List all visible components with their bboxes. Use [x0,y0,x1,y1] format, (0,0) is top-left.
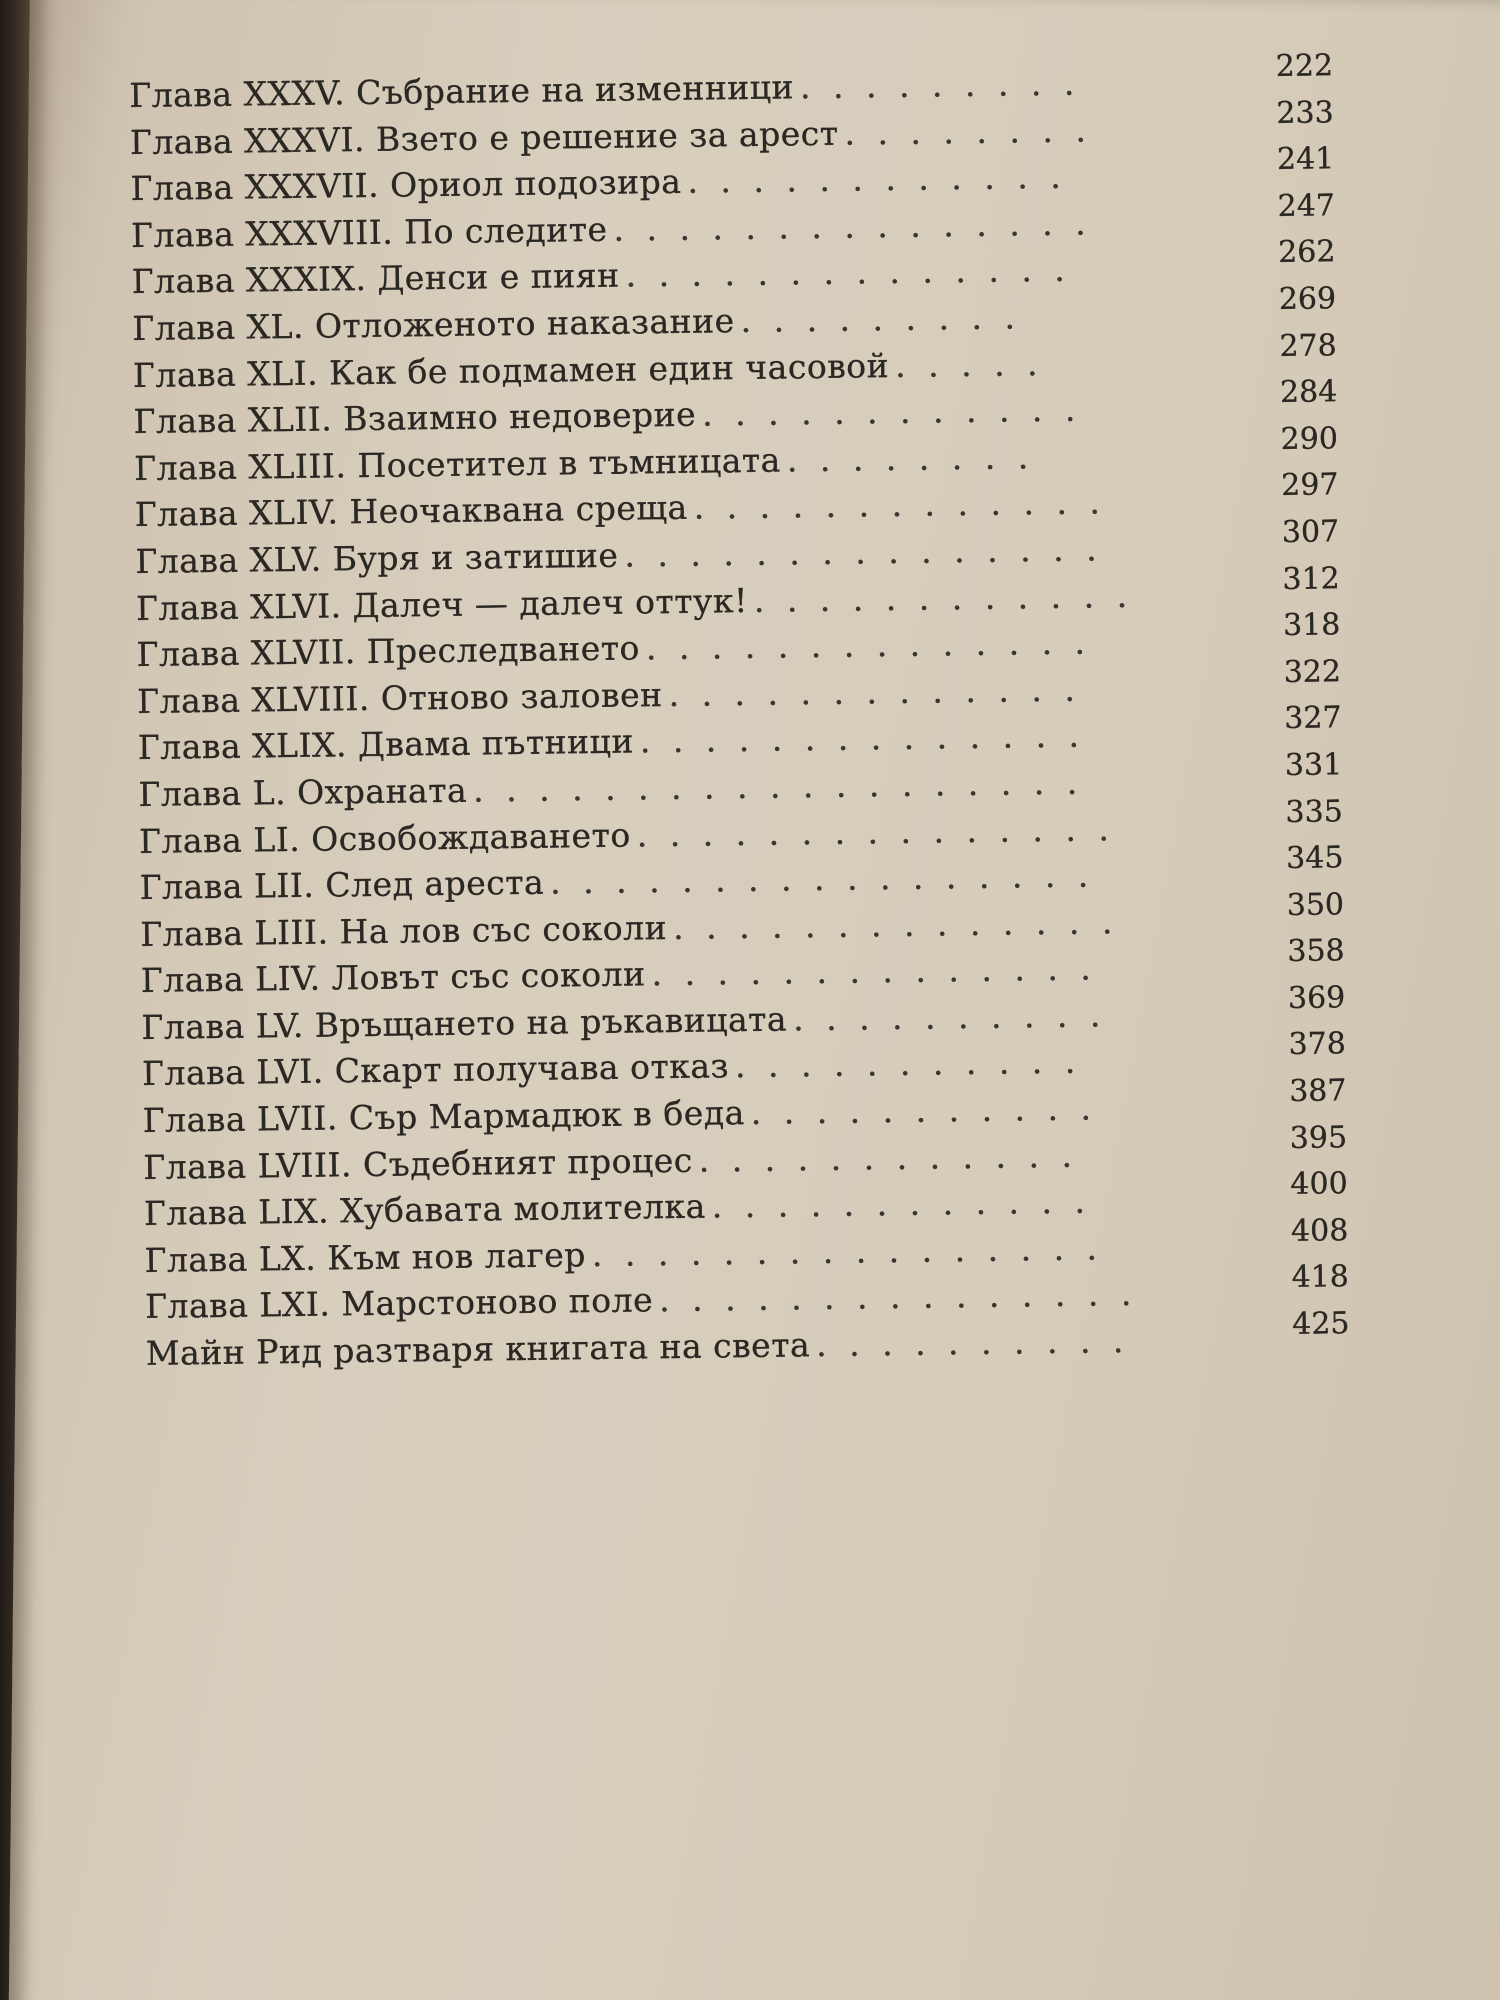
toc-entry-page: 378 [1288,1026,1347,1063]
toc-entry-leader: . . . . . . . . . . . . . [693,482,1107,528]
toc-entry-title: Глава XLV. Буря и затишие [135,535,619,581]
toc-entry-page: 241 [1276,141,1335,178]
toc-entry-leader: . . . . . . . . . . . . . . . [624,529,1103,575]
toc-entry-leader: . . . . . . . . . . . . . . . [613,203,1092,249]
toc-entry-leader: . . . . . . . . . . . . [711,1181,1092,1226]
toc-entry-leader: . . . . . . . . . . . . . . [625,250,1072,295]
toc-entry-title: Глава XLIV. Неочаквана среща [134,488,688,535]
toc-entry-leader: . . . . . . . . [844,110,1093,153]
toc-entry-page: 331 [1284,747,1343,783]
toc-entry-leader: . . . . . . . . . . . . [701,389,1082,434]
toc-entry-title: Глава LIV. Ловът със соколи [140,954,646,1001]
toc-entry-page: 335 [1285,793,1344,830]
toc-entry-leader: . . . . . . . . . . . . . . . . . . . [472,762,1084,810]
toc-entry-leader: . . . . . . . . . . . . . . [645,622,1092,668]
toc-entry-page: 327 [1284,700,1342,737]
toc-entry-page: 418 [1291,1259,1350,1296]
toc-entry-title: Глава LVIII. Съдебният процес [143,1140,693,1187]
toc-entry-page: 312 [1282,560,1340,597]
toc-entry-page: 425 [1292,1306,1350,1342]
toc-entry-leader: . . . . . . . . . . . . [753,575,1134,620]
toc-entry-leader: . . . . . . . . . . . [734,1042,1082,1086]
toc-entry-page: 222 [1275,48,1334,85]
toc-entry-page: 269 [1278,281,1337,317]
toc-entry-page: 262 [1277,234,1336,271]
toc-entry-title: Глава LI. Освобождаването [138,815,631,861]
toc-entry-page: 284 [1279,374,1338,411]
toc-entry-title: Глава XXXV. Събрание на изменници [129,67,795,116]
toc-entry-title: Глава LII. След ареста [139,862,545,908]
toc-entry-title: Глава XXXVI. Взето е решение за арест [129,113,839,162]
toc-entry-title: Глава XLII. Взаимно недоверие [133,394,697,442]
toc-entry-page: 278 [1279,327,1337,364]
toc-entry-title: Глава LVII. Сър Мармадюк в беда [142,1093,745,1141]
toc-entry-leader: . . . . . . . . . . . . . . . [658,1274,1138,1320]
toc-entry-page: 350 [1286,886,1345,923]
toc-entry-title: Глава LIX. Хубавата молителка [143,1186,706,1234]
toc-entry-title: Глава LX. Към нов лагер [144,1235,587,1280]
toc-entry-leader: . . . . . . . . . [740,297,1022,341]
toc-entry-title: Глава L. Охраната [138,770,468,814]
toc-entry-leader: . . . . . . . . . . . . . . . [636,808,1116,854]
toc-entry-leader: . . . . . . . . . . . . [687,156,1067,201]
toc-entry-leader: . . . . . . . . . [799,63,1081,107]
toc-entry-title: Глава LVI. Скарт получава отказ [141,1046,730,1094]
toc-entry-page: 307 [1281,514,1340,550]
toc-entry-leader: . . . . . . . . . . . . . . [651,948,1098,994]
toc-entry-title: Глава XXXIX. Денси е пиян [131,256,620,302]
table-of-contents [129,48,1356,1377]
toc-entry-page: 297 [1281,467,1339,504]
toc-entry-page: 345 [1285,840,1344,877]
toc-entry-leader: . . . . . . . . . . [792,995,1107,1039]
toc-entry-page: 395 [1289,1119,1348,1156]
toc-entry-page: 369 [1287,980,1346,1016]
toc-entry-title: Майн Рид разтваря книгата на света [145,1325,811,1373]
toc-entry-page: 358 [1287,933,1345,970]
toc-entry-leader: . . . . . . . . . . . . . [668,669,1082,714]
toc-entry-title: Глава LIII. На лов със соколи [140,907,668,954]
toc-entry-title: Глава XXXVII. Ориол подозира [130,162,682,209]
toc-entry-title: Глава XLVI. Далеч — далеч оттук! [135,580,749,628]
toc-entry-page: 233 [1276,94,1334,131]
toc-entry-page: 400 [1290,1166,1348,1203]
toc-entry-title: Глава XLIII. Посетител в тъмницата [133,440,782,488]
toc-entry-title: Глава XLVIII. Отново заловен [136,674,663,721]
toc-entry-page: 387 [1288,1073,1347,1110]
toc-entry-leader: . . . . . . . . . . . . . . . . . [549,855,1095,902]
toc-entry-title: Глава XLVII. Преследването [136,628,641,675]
toc-entry-title: Глава XXXVIII. По следите [130,209,608,255]
toc-entry-page: 247 [1277,188,1336,224]
toc-entry-page: 322 [1283,653,1342,690]
toc-entry-leader: . . . . . . . . . . . . . . [639,715,1086,761]
toc-entry-title: Глава LXI. Марстоново поле [144,1280,654,1327]
toc-entry-leader: . . . . . . . . . . . . . . . . [591,1228,1104,1274]
toc-entry-title: Глава XLIX. Двама пътници [137,721,635,768]
toc-entry-title: Глава XL. Отложеното наказание [132,301,735,348]
toc-entry-leader: . . . . . . . . [786,436,1035,480]
toc-entry-leader: . . . . . [894,343,1044,385]
toc-entry-page: 318 [1282,607,1341,644]
book-page [8,0,1500,2000]
toc-entry-leader: . . . . . . . . . . [815,1321,1130,1365]
toc-entry-leader: . . . . . . . . . . . . [698,1135,1079,1180]
toc-entry-title: Глава XLI. Как бе подмамен един часовой [132,345,890,395]
toc-entry-page: 290 [1280,421,1339,457]
toc-entry-leader: . . . . . . . . . . . . . . [672,901,1119,947]
toc-entry-page: 408 [1290,1213,1349,1249]
toc-entry-title: Глава LV. Връщането на ръкавицата [141,999,788,1047]
toc-entry-leader: . . . . . . . . . . . [750,1088,1098,1133]
